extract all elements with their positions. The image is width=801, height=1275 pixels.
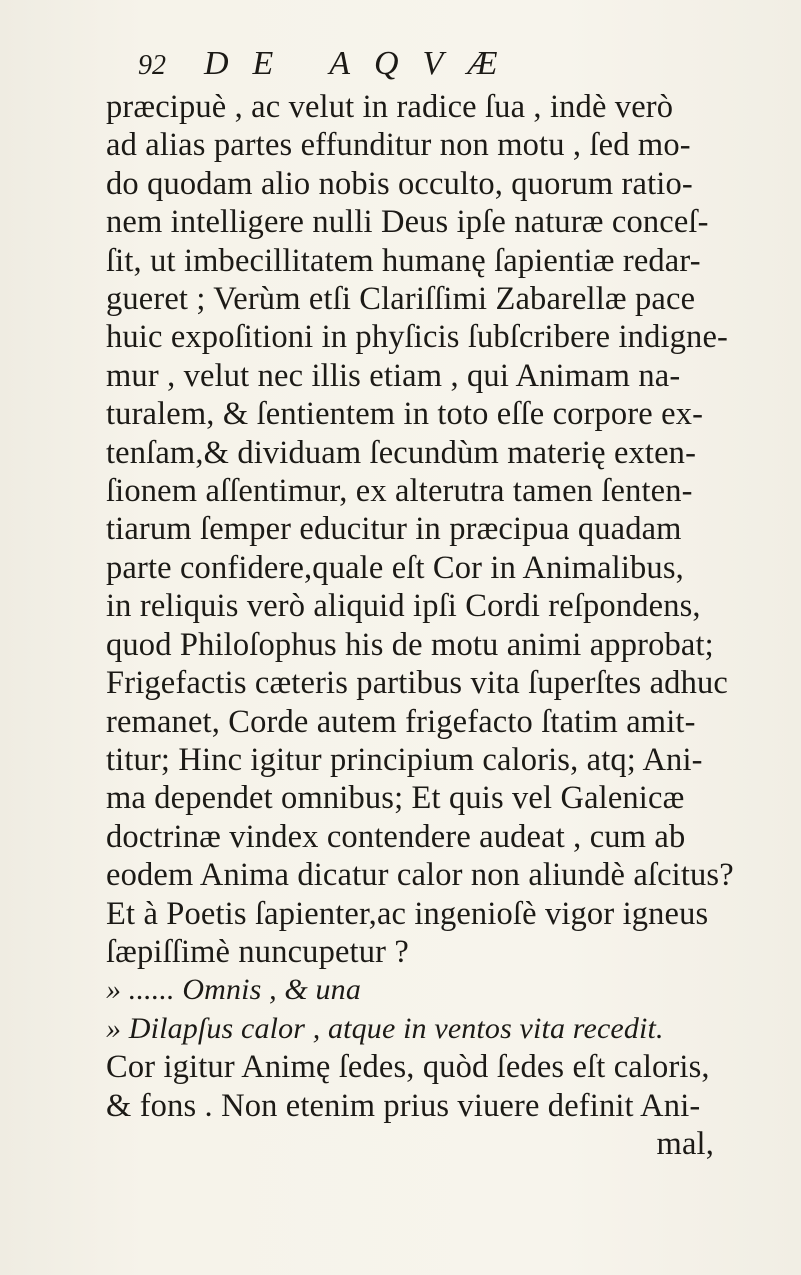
text-line: & fons . Non etenim prius viuere definit Ani- [106,1087,701,1124]
text-line: turalem, & ſentientem in toto eſſe corpore ex- [106,396,704,433]
text-line: nem intelligere nulli Deus ipſe naturæ conceſ- [106,204,709,241]
text-line: eodem Anima dicatur calor non aliundè aſcitus? [106,857,734,894]
text-line: doctrinæ vindex contendere audeat , cum ab [106,818,686,855]
text-line: do quodam alio nobis occulto, quorum ratio- [106,165,693,202]
text-line: Cor igitur Animę ſedes, quòd ſedes eſt caloris, [106,1049,710,1086]
running-title: DE AQVÆ [204,45,522,82]
text-line: quod Philoſophus his de motu animi approbat; [106,626,714,663]
text-line: ſionem aſſentimur, ex alterutra tamen ſenten- [106,473,693,510]
text-line: tiarum ſemper educitur in præcipua quadam [106,511,682,548]
verse-quote-line: » ...... Omnis , & una [106,973,361,1007]
body-text [106,88,766,1163]
text-line: parte confidere,quale eſt Cor in Animalibus, [106,549,684,586]
text-line: Frigefactis cæteris partibus vita ſuperſtes adhuc [106,665,728,702]
text-line: ad alias partes effunditur non motu , ſed mo- [106,127,691,164]
text-line: gueret ; Verùm etſi Clariſſimi Zabarellæ pace [106,281,696,318]
text-line: huic expoſitioni in phyſicis ſubſcribere indigne- [106,319,729,356]
text-line: ma dependet omnibus; Et quis vel Galenicæ [106,780,685,817]
text-line: ſit, ut imbecillitatem humanę ſapientiæ redar- [106,242,701,279]
verse-quote-line: » Dilapſus calor , atque in ventos vita recedit. [106,1011,664,1045]
text-line: ſæpiſſimè nuncupetur ? [106,933,409,970]
text-line: præcipuè , ac velut in radice ſua , indè verò [106,89,674,125]
page-number: 92 [138,50,166,81]
text-line: in reliquis verò aliquid ipſi Cordi reſpondens, [106,588,701,625]
text-line: Et à Poetis ſapienter,ac ingenioſè vigor igneus [106,895,709,932]
text-line: tenſam,& dividuam ſecundùm materię exten- [106,434,697,471]
text-line: titur; Hinc igitur principium caloris, atq; Ani- [106,741,703,778]
text-line: mur , velut nec illis etiam , qui Animam na- [106,357,681,394]
catchword-line: mal, [656,1125,714,1162]
text-line: remanet, Corde autem frigefacto ſtatim amit- [106,703,696,740]
